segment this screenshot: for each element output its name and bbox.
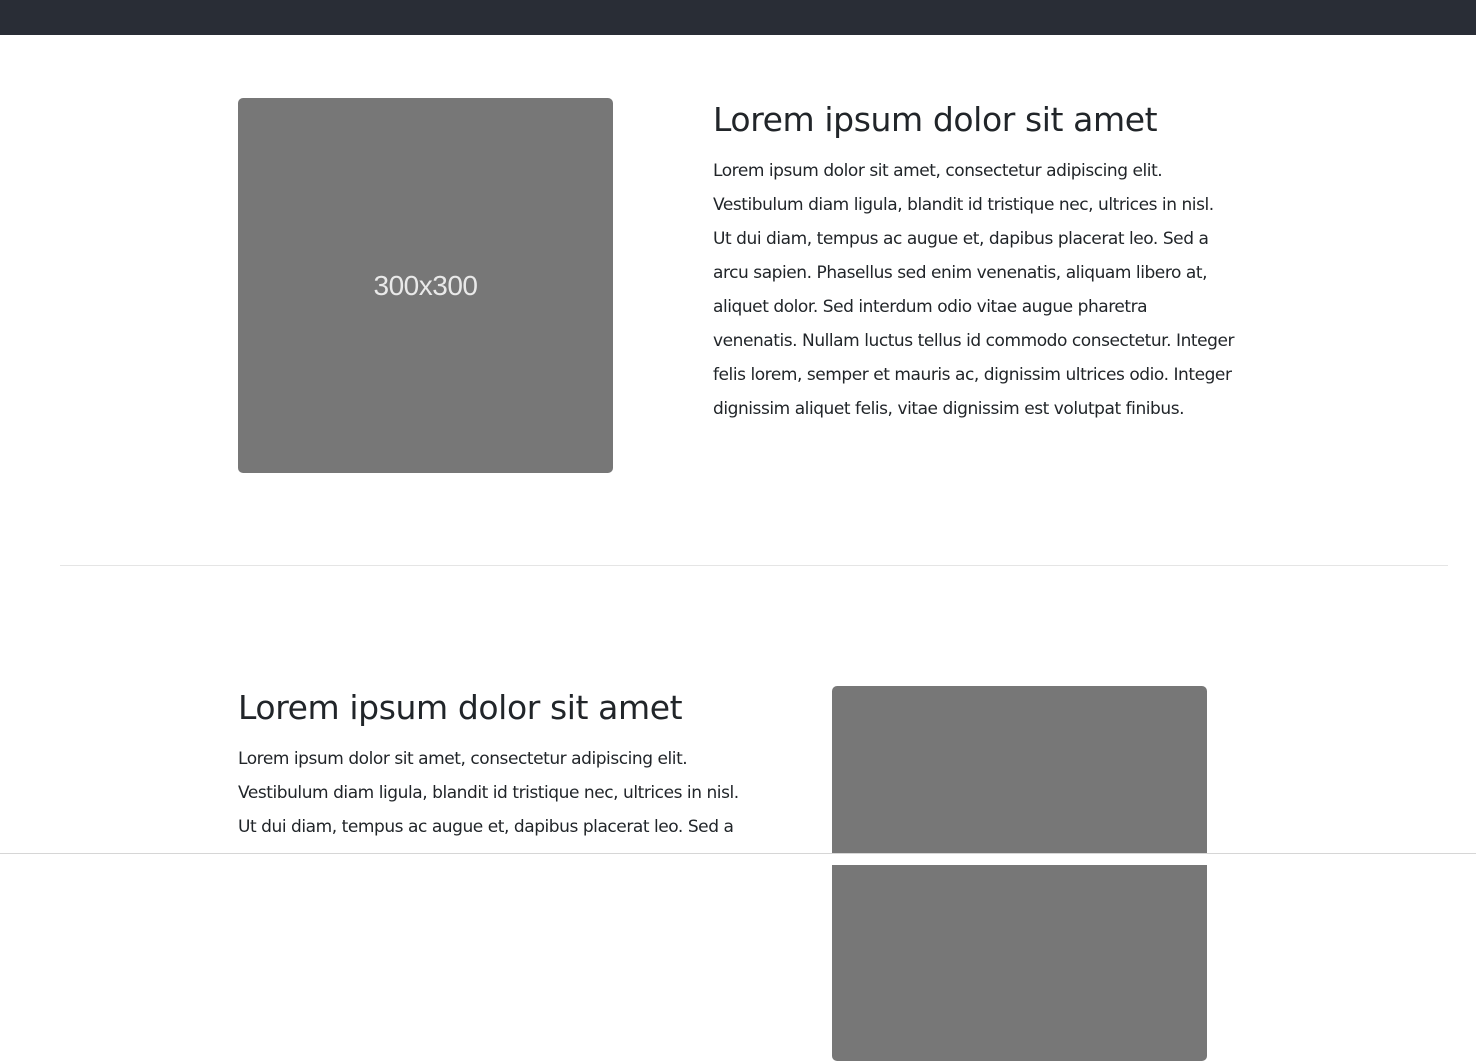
paragraph-line: arcu sapien. Phasellus sed enim venenatis, aliquam libero at, [713,263,1208,283]
paragraph-line: Vestibulum diam ligula, blandit id tristique nec, ultrices in nisl. [713,195,1214,215]
section-heading: Lorem ipsum dolor sit amet [238,688,683,727]
paragraph-line: felis lorem, semper et mauris ac, dignissim ultrices odio. Integer [713,365,1232,385]
section-heading: Lorem ipsum dolor sit amet [713,100,1158,139]
paragraph-line: Ut dui diam, tempus ac augue et, dapibus placerat leo. Sed a [238,817,734,837]
viewport-bottom-edge [0,853,1476,865]
section-paragraph [238,742,786,844]
paragraph-line: Vestibulum diam ligula, blandit id tristique nec, ultrices in nisl. [238,783,739,803]
placeholder-image [832,686,1207,1061]
paragraph-line: aliquet dolor. Sed interdum odio vitae augue pharetra [713,297,1148,317]
paragraph-line: venenatis. Nullam luctus tellus id commodo consectetur. Integer [713,331,1235,351]
placeholder-image-label: 300x300 [373,269,478,301]
paragraph-line: Ut dui diam, tempus ac augue et, dapibus placerat leo. Sed a [713,229,1209,249]
paragraph-line: dignissim aliquet felis, vitae dignissim est volutpat finibus. [713,399,1185,419]
section-paragraph [713,154,1283,426]
top-navbar [0,0,1476,35]
paragraph-line: Lorem ipsum dolor sit amet, consectetur adipiscing elit. [238,749,688,769]
section-divider [60,565,1448,566]
placeholder-image [238,98,613,473]
paragraph-line: Lorem ipsum dolor sit amet, consectetur adipiscing elit. [713,161,1163,181]
